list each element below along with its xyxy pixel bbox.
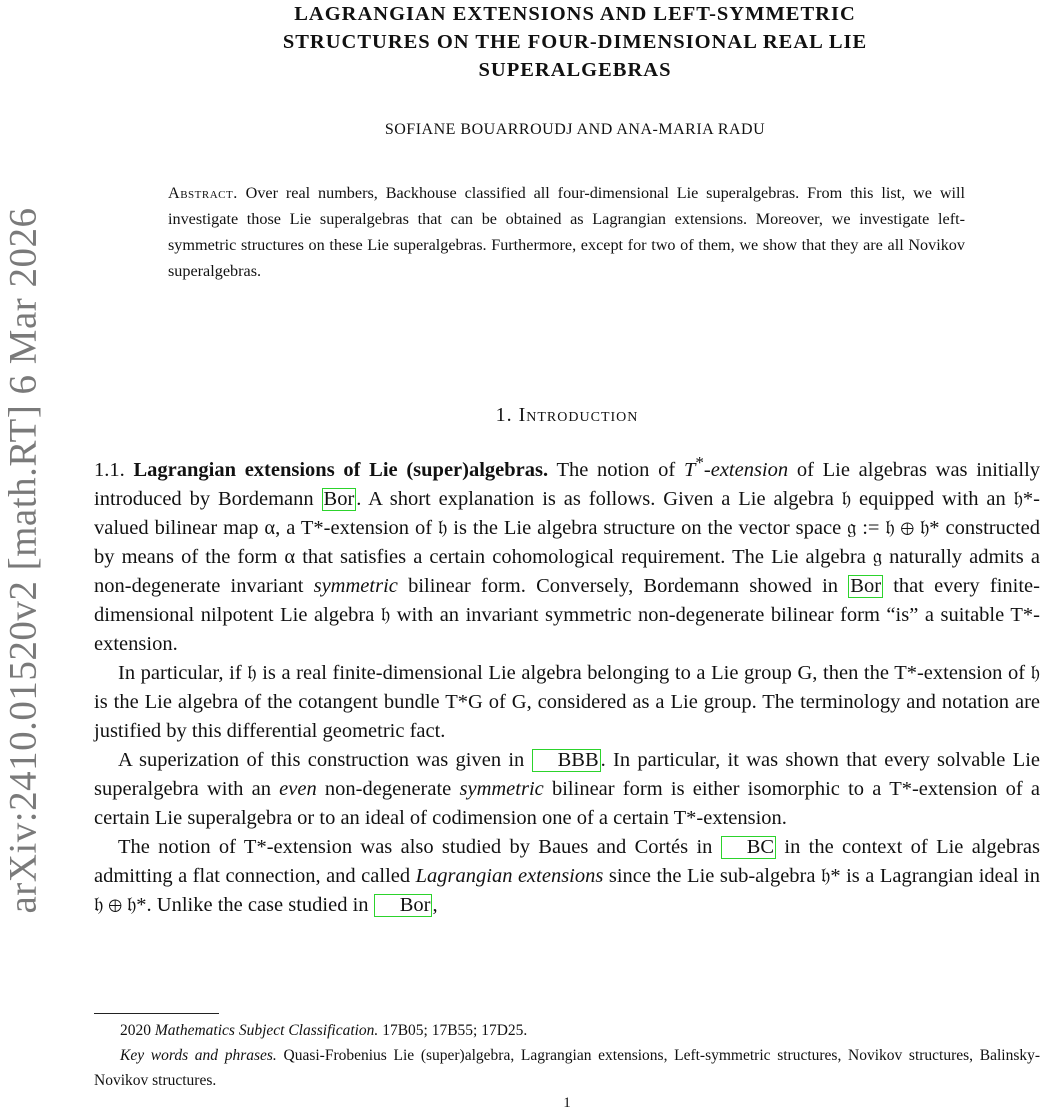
paragraph-3 <box>94 746 1040 833</box>
even-term: even <box>279 777 317 800</box>
arxiv-sidebar-stamp <box>0 175 46 945</box>
title-line-3: SUPERALGEBRAS <box>478 59 672 81</box>
paragraph-3-text-b: . In particular, it was shown that every solvable Lie superalgebra with an <box>94 748 1040 800</box>
footnotes <box>94 1018 1040 1093</box>
body-text <box>94 448 1040 920</box>
abstract <box>168 180 965 284</box>
page-number: 1 <box>563 1095 571 1111</box>
subsection-number: 1.1. <box>94 458 125 481</box>
footnote-keywords <box>94 1043 1040 1093</box>
tstar-superscript: * <box>695 453 704 472</box>
footnote-rule <box>94 1013 219 1014</box>
paragraph-1 <box>94 448 1040 659</box>
paragraph-1-text-e: of Lie algebras was initially introduced by Bordemann <box>94 458 1040 510</box>
paragraph-4-text-a: The notion of T*-extension was also studied by Baues and Cortés in <box>118 835 721 858</box>
section-heading <box>94 404 1040 427</box>
footnote-msc <box>94 1018 1040 1043</box>
msc-label: Mathematics Subject Classification. <box>154 1022 379 1039</box>
citation-bor-link[interactable]: Bor <box>323 487 355 510</box>
section-number: 1. <box>495 404 513 426</box>
paragraph-2: In particular, if 𝔥 is a real finite-dimensional Lie algebra belonging to a Lie group G, then the T*-extension of 𝔥 is the Lie algebra of the cotangent bundle T*G of G, considered as a Lie group. The terminology and notation are justified by this differential geometric fact. <box>94 661 1040 742</box>
citation-bor-link[interactable]: Bor <box>374 894 433 917</box>
lagrangian-extensions-term: Lagrangian extensions <box>415 864 604 887</box>
subsection-title: Lagrangian extensions of Lie (super)algebras. <box>133 458 549 481</box>
title-line-2: STRUCTURES ON THE FOUR-DIMENSIONAL REAL LIE <box>282 31 868 53</box>
abstract-label: Abstract. <box>168 184 238 202</box>
symmetric-term: symmetric <box>313 574 398 597</box>
paragraph-1-text-h: bilinear form. Conversely, Bordemann showed in <box>397 574 849 597</box>
paper-title <box>150 0 1000 84</box>
keywords-text: Quasi-Frobenius Lie (super)algebra, Lagrangian extensions, Left-symmetric structures, Novikov structures, Balinsky-Novikov structures. <box>94 1047 1040 1089</box>
abstract-text: Over real numbers, Backhouse classified all four-dimensional Lie superalgebras. From this list, we will investigate those Lie superalgebras that can be obtained as Lagrangian extensions. Moreover, we investigate left-symmetric structures on these Lie superalgebras. Furthermore, except for two of them, we show that they are all Novikov superalgebras. <box>168 184 965 280</box>
arxiv-identifier: arXiv:2410.01520v2 [math.RT] 6 Mar 2026 <box>1 206 45 914</box>
paragraph-4-text-b: in the context of Lie algebras admitting a flat connection, and called <box>94 835 1040 887</box>
paragraph-1-text-i: that every finite-dimensional nilpotent Lie algebra 𝔥 with an invariant symmetric non-degenerate bilinear form “is” a suitable T*-extension. <box>94 574 1040 655</box>
paragraph-1-text-a: The notion of <box>556 458 684 481</box>
paragraph-3-text-f: bilinear form is either isomorphic to a T*-extension of a certain Lie superalgebra or to an ideal of codimension one of a certain T*-extension. <box>94 777 1040 829</box>
title-line-1: LAGRANGIAN EXTENSIONS AND LEFT-SYMMETRIC <box>294 3 856 25</box>
citation-bor-link[interactable]: Bor <box>850 574 882 597</box>
keywords-label: Key words and phrases. <box>120 1047 277 1064</box>
tstar-symbol: T <box>683 458 696 481</box>
paragraph-4-text-e: , <box>432 893 438 916</box>
citation-bc-link[interactable]: BC <box>721 836 776 859</box>
paragraph-3-text-a: A superization of this construction was given in <box>118 748 532 771</box>
paragraph-1-text-f: . A short explanation is as follows. Given a Lie algebra 𝔥 equipped with an 𝔥*-valued bilinear map α, a T*-extension of 𝔥 is the Lie algebra structure on the vector space 𝔤 := 𝔥 ⊕ 𝔥* constructed by means of the form α that satisfies a certain cohomological requirement. The Lie algebra 𝔤 naturally admits a non-degenerate invariant <box>94 487 1040 597</box>
msc-codes: 17B05; 17B55; 17D25. <box>382 1022 528 1039</box>
citation-bbb-link[interactable]: BBB <box>532 749 601 772</box>
msc-year: 2020 <box>120 1022 151 1039</box>
extension-term: -extension <box>703 458 789 481</box>
section-title: Introduction <box>518 404 639 426</box>
paragraph-3-text-d: non-degenerate <box>316 777 460 800</box>
paragraph-4-text-d: since the Lie sub-algebra 𝔥* is a Lagrangian ideal in 𝔥 ⊕ 𝔥*. Unlike the case studied in <box>94 864 1040 916</box>
symmetric-term: symmetric <box>459 777 544 800</box>
paper-authors: SOFIANE BOUARROUDJ AND ANA-MARIA RADU <box>384 121 766 138</box>
paragraph-4 <box>94 833 1040 920</box>
